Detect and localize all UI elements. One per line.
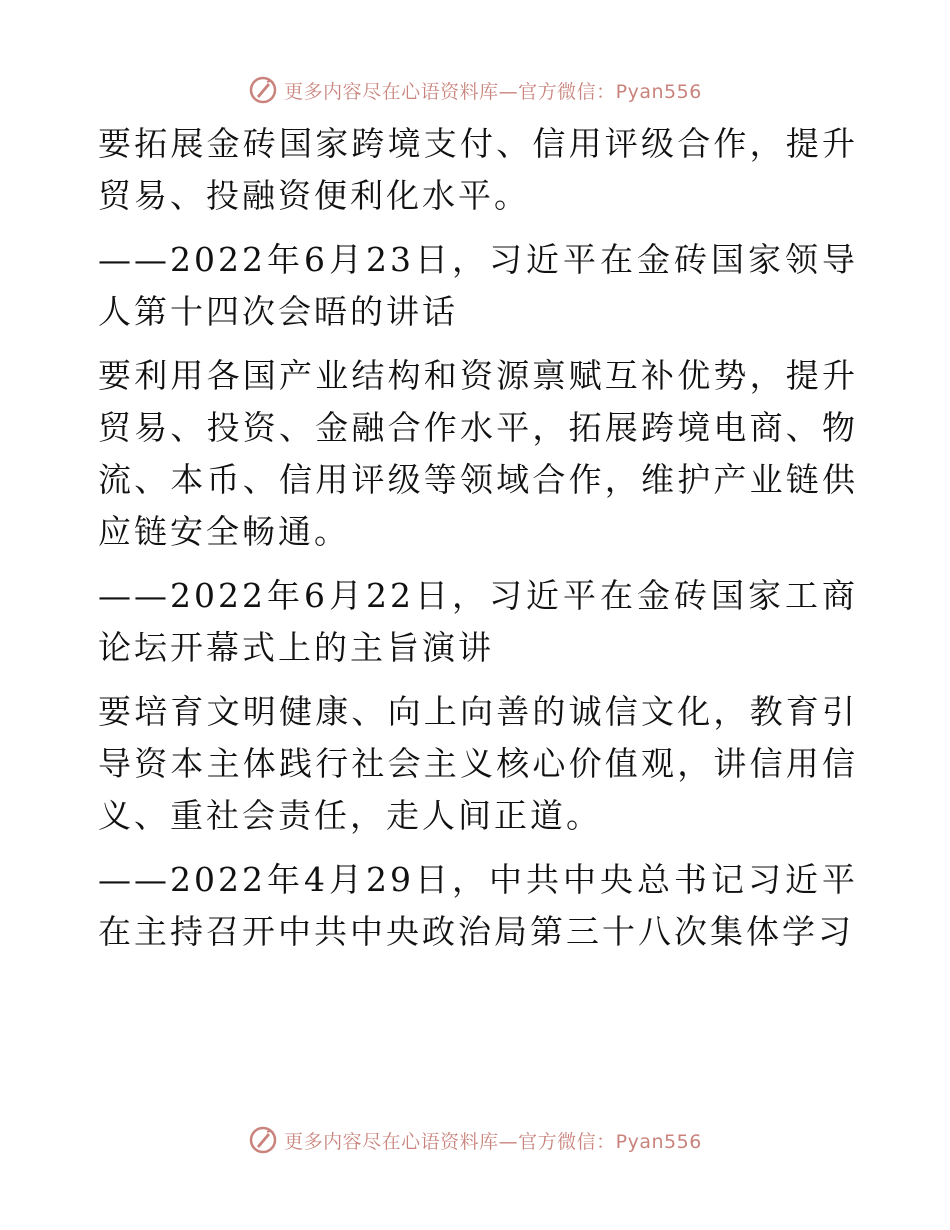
quote-paragraph-3: 要培育文明健康、向上向善的诚信文化，教育引导资本主体践行社会主义核心价值观，讲信用信义、重社会责任，走人间正道。: [98, 692, 858, 835]
source-paragraph-1: ——2022年6月23日，习近平在金砖国家领导人第十四次会晤的讲话: [98, 240, 858, 331]
watermark-text: 更多内容尽在心语资料库—官方微信：Pyan556: [284, 80, 702, 103]
watermark-text: 更多内容尽在心语资料库—官方微信：Pyan556: [284, 1130, 702, 1153]
source-paragraph-2: ——2022年6月22日，习近平在金砖国家工商论坛开幕式上的主旨演讲: [98, 576, 858, 667]
quill-seal-icon: [248, 1125, 278, 1155]
footer-watermark: [0, 1120, 950, 1160]
quote-paragraph-2: 要利用各国产业结构和资源禀赋互补优势，提升贸易、投资、金融合作水平，拓展跨境电商、物流、本币、信用评级等领域合作，维护产业链供应链安全畅通。: [98, 356, 858, 551]
quill-seal-icon: [248, 75, 278, 105]
header-watermark: [0, 70, 950, 110]
document-body: [98, 118, 858, 970]
quote-paragraph-1: 要拓展金砖国家跨境支付、信用评级合作，提升贸易、投融资便利化水平。: [98, 124, 858, 215]
source-paragraph-3: ——2022年4月29日，中共中央总书记习近平在主持召开中共中央政治局第三十八次集体学习: [98, 860, 858, 951]
